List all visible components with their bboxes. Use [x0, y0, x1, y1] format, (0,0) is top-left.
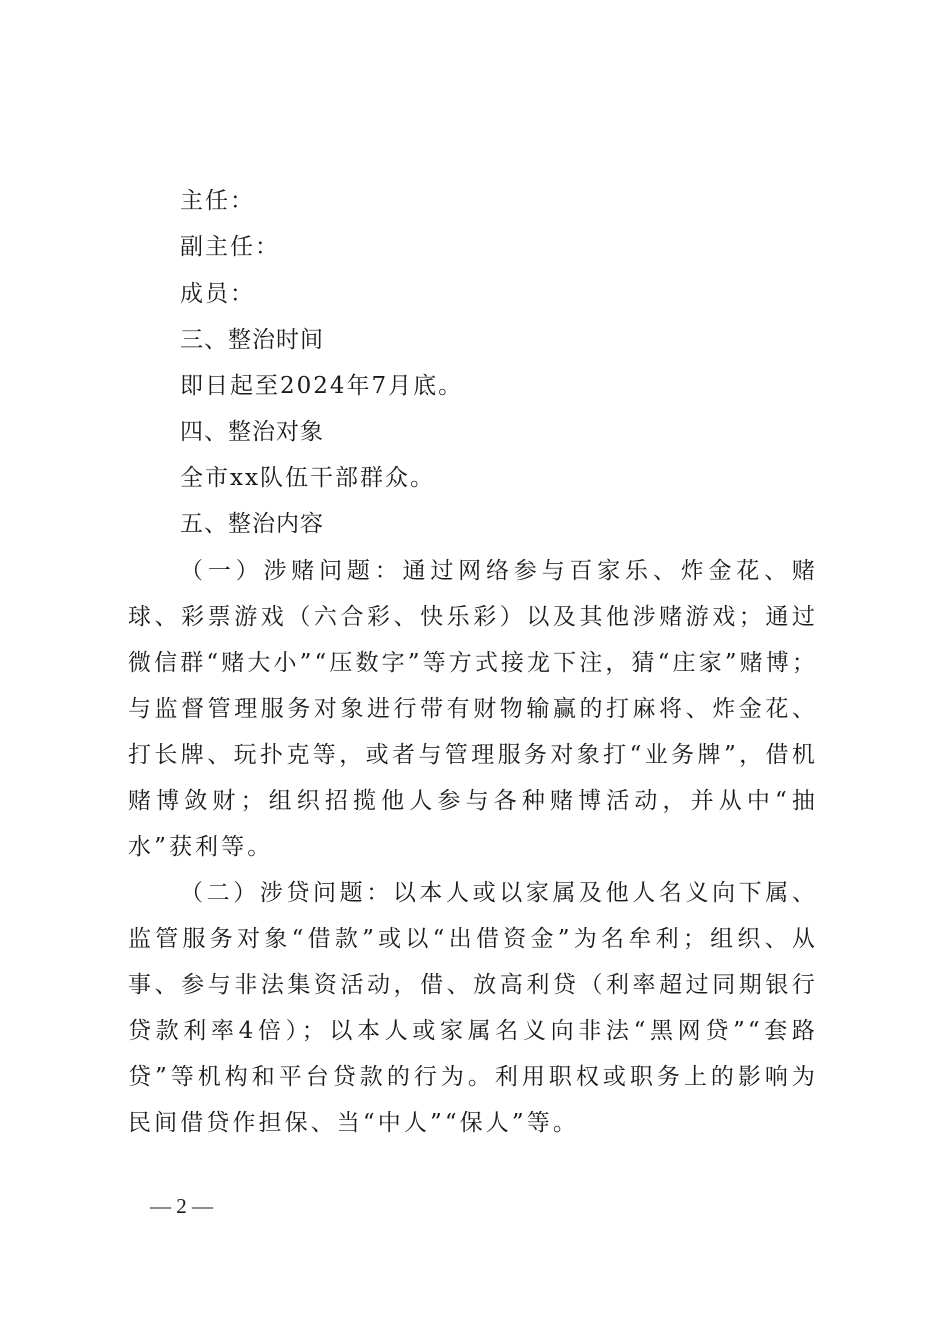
- section-heading-target: 四、整治对象: [180, 419, 324, 445]
- section-heading-time: 三、整治时间: [180, 327, 324, 353]
- section-heading-content: 五、整治内容: [180, 511, 324, 537]
- item-lending-lead: （二）涉贷问题：: [180, 880, 393, 906]
- section-body-time: 即日起至2024年7月底。: [180, 373, 464, 399]
- committee-deputy-director-label: 副主任：: [180, 234, 280, 260]
- item-lending-text: 以本人或以家属及他人名义向下属、监管服务对象“借款”或以“出借资金”为名牟利；组织、从事、参与非法集资活动，借、放高利贷（利率超过同期银行贷款利率4倍）；以本人或家属名义向非法“黑网贷”“套路贷”等机构和平台贷款的行为。利用职权或职务上的影响为民间借贷作担保、当“中人”“保人”等。: [128, 880, 818, 1136]
- item-gambling-lead: （一）涉赌问题：: [180, 558, 403, 584]
- item-gambling-text: 通过网络参与百家乐、炸金花、赌球、彩票游戏（六合彩、快乐彩）以及其他涉赌游戏；通过微信群“赌大小”“压数字”等方式接龙下注，猜“庄家”赌博；与监督管理服务对象进行带有财物输赢的打麻将、炸金花、打长牌、玩扑克等，或者与管理服务对象打“业务牌”，借机赌博敛财；组织招揽他人参与各种赌博活动，并从中“抽水”获利等。: [128, 558, 818, 860]
- section-body-target: 全市xx队伍干部群众。: [180, 465, 435, 491]
- page-number: — 2 —: [150, 1194, 213, 1218]
- item-lending-paragraph: [128, 870, 818, 1146]
- committee-members-label: 成员：: [180, 281, 255, 307]
- committee-director-label: 主任：: [180, 188, 255, 214]
- item-gambling-paragraph: [128, 548, 818, 870]
